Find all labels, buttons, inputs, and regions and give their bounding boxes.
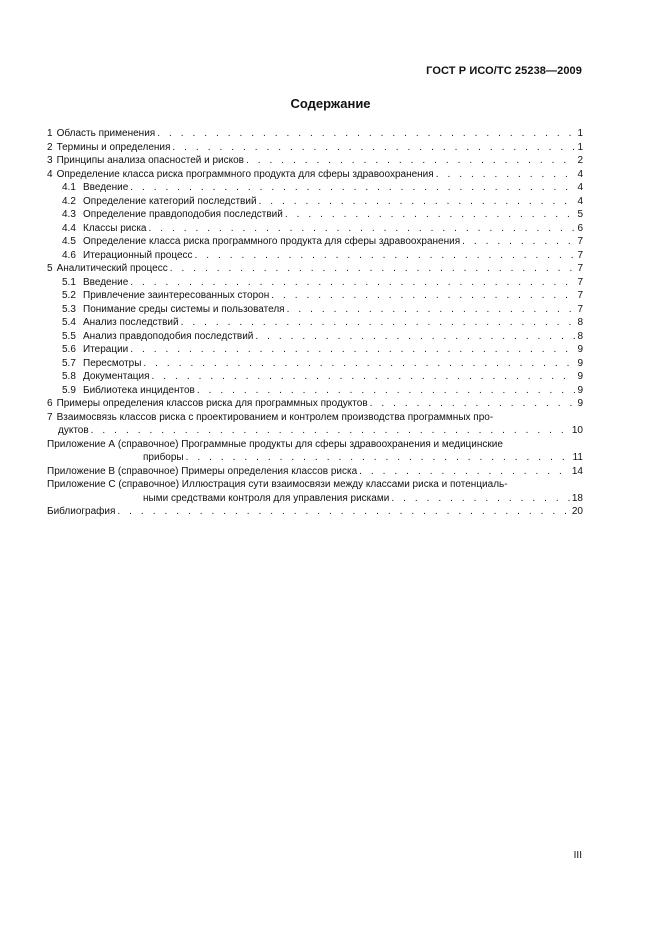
dot-leader (130, 181, 575, 195)
dot-leader (170, 262, 575, 276)
toc-entry-number: 4 (47, 168, 53, 180)
toc-subentry[interactable] (47, 303, 583, 317)
toc-entry-page: 7 (577, 236, 583, 247)
toc-entry-page: 4 (577, 182, 583, 193)
toc-entry-page: 1 (577, 128, 583, 139)
toc-subentry[interactable] (47, 235, 583, 249)
dot-leader (195, 249, 575, 263)
toc-entry-title: Область применения (56, 128, 156, 139)
toc-entry-number: 6 (47, 398, 53, 409)
dot-leader (157, 127, 575, 141)
toc-entry[interactable] (47, 262, 583, 276)
toc-entry-page: 9 (577, 384, 583, 396)
dot-leader (186, 451, 571, 465)
toc-entry-page: 11 (572, 452, 583, 463)
toc-entry-page: 9 (577, 344, 583, 355)
toc-entry-number: 4.2 (62, 195, 76, 207)
toc-entry-number: 2 (47, 141, 53, 153)
toc-entry-page: 9 (577, 398, 583, 409)
dot-leader (197, 384, 575, 398)
document-code: ГОСТ Р ИСО/ТС 25238—2009 (426, 65, 582, 77)
toc-subentry[interactable] (47, 343, 583, 357)
toc-entry-number: 5.3 (62, 303, 76, 315)
toc-subentry[interactable] (47, 370, 583, 384)
toc-entry-page: 9 (577, 357, 583, 369)
toc-entry[interactable] (47, 397, 583, 411)
toc-entry-page: 7 (577, 276, 583, 288)
toc-entry-title: Библиография (47, 506, 116, 517)
dot-leader (149, 222, 576, 236)
dot-leader (271, 289, 575, 303)
toc-entry-number: 4.4 (62, 222, 76, 234)
toc-entry-number: 5.4 (62, 317, 76, 328)
toc-entry-title-line1: Приложение С (справочное) Иллюстрация сути взаимосвязи между классами риска и потенциаль- (47, 479, 508, 490)
table-of-contents (47, 127, 583, 519)
toc-entry-page: 18 (571, 492, 583, 504)
toc-subentry[interactable] (47, 330, 583, 344)
toc-entry-page: 7 (577, 263, 583, 274)
toc-entry-page: 4 (577, 168, 583, 180)
toc-entry-number: 5.7 (62, 357, 76, 369)
toc-entry-page: 2 (577, 155, 583, 166)
toc-entry-number: 1 (47, 128, 53, 139)
toc-subentry[interactable] (47, 276, 583, 290)
toc-entry-title: Определение класса риска программного продукта для сферы здравоохранения (56, 168, 434, 180)
toc-entry-page: 5 (577, 209, 583, 220)
dot-leader (359, 465, 570, 479)
dot-leader (130, 276, 575, 290)
toc-appendix-entry[interactable] (47, 478, 583, 505)
toc-entry-title: Библиотека инцидентов (83, 384, 195, 396)
toc-entry-page: 20 (571, 506, 583, 517)
toc-entry-title: Анализ правдоподобия последствий (83, 330, 254, 342)
toc-entry-multiline[interactable] (47, 411, 583, 438)
toc-appendix-entry[interactable] (47, 465, 583, 479)
toc-entry-number: 4.3 (62, 209, 76, 220)
toc-entry-page: 6 (577, 222, 583, 234)
toc-entry-page: 8 (577, 317, 583, 328)
dot-leader (255, 330, 575, 344)
dot-leader (436, 168, 575, 182)
toc-entry-page: 7 (577, 249, 583, 261)
toc-entry-page: 10 (571, 425, 583, 436)
toc-subentry[interactable] (47, 181, 583, 195)
dot-leader (287, 303, 575, 317)
toc-entry-title: Приложение В (справочное) Примеры определения классов риска (47, 465, 358, 477)
toc-entry-title: Аналитический процесс (56, 263, 168, 274)
toc-entry-number: 5.1 (62, 276, 76, 288)
toc-entry-title-line1: Взаимосвязь классов риска с проектированием и контролем производства программных про- (56, 411, 494, 423)
toc-entry-number: 5 (47, 263, 53, 274)
toc-entry[interactable] (47, 168, 583, 182)
toc-entry-title: Введение (83, 182, 129, 193)
toc-entry-number: 5.8 (62, 371, 76, 382)
toc-entry-number: 7 (47, 411, 53, 423)
toc-entry-page: 7 (577, 290, 583, 301)
toc-subentry[interactable] (47, 195, 583, 209)
toc-entry-title-line1: Приложение А (справочное) Программные продукты для сферы здравоохранения и медицинские (47, 438, 503, 450)
toc-entry-title: Итерации (83, 344, 129, 355)
toc-subentry[interactable] (47, 208, 583, 222)
toc-entry-title-line2: приборы (143, 452, 184, 463)
dot-leader (285, 208, 575, 222)
dot-leader (117, 505, 569, 519)
toc-entry-page: 1 (577, 141, 583, 153)
dot-leader (181, 316, 575, 330)
toc-appendix-entry[interactable] (47, 438, 583, 465)
toc-entry-title-line2: ными средствами контроля для управления рисками (143, 492, 390, 504)
toc-entry-number: 3 (47, 155, 53, 166)
toc-entry-page: 7 (577, 303, 583, 315)
dot-leader (172, 141, 575, 155)
dot-leader (259, 195, 575, 209)
toc-subentry[interactable] (47, 357, 583, 371)
dot-leader (152, 370, 575, 384)
toc-entry-title: Определение класса риска программного продукта для сферы здравоохранения (83, 236, 461, 247)
toc-entry[interactable] (47, 141, 583, 155)
toc-entry-title-line2: дуктов (58, 425, 89, 436)
toc-entry-title: Итерационный процесс (83, 249, 193, 261)
toc-entry-page: 9 (577, 371, 583, 382)
toc-entry-page: 14 (571, 465, 583, 477)
dot-leader (391, 492, 570, 506)
toc-subentry[interactable] (47, 222, 583, 236)
dot-leader (130, 343, 575, 357)
toc-entry-title: Термины и определения (56, 141, 171, 153)
toc-entry-title: Классы риска (83, 222, 147, 234)
toc-entry-page: 8 (577, 330, 583, 342)
toc-entry-number: 4.5 (62, 236, 76, 247)
toc-entry-number: 5.5 (62, 330, 76, 342)
toc-entry-number: 4.6 (62, 249, 76, 261)
toc-entry-title: Примеры определения классов риска для программных продуктов (56, 398, 368, 409)
toc-entry-title: Анализ последствий (83, 317, 179, 328)
toc-entry-title: Пересмотры (83, 357, 142, 369)
toc-entry[interactable] (47, 154, 583, 168)
toc-bibliography-entry[interactable] (47, 505, 583, 519)
toc-entry-number: 5.9 (62, 384, 76, 396)
toc-entry-number: 5.2 (62, 290, 76, 301)
dot-leader (91, 424, 570, 438)
toc-entry-title: Понимание среды системы и пользователя (83, 303, 285, 315)
toc-entry-title: Принципы анализа опасностей и рисков (56, 155, 244, 166)
toc-entry-title: Введение (83, 276, 129, 288)
toc-subentry[interactable] (47, 384, 583, 398)
dot-leader (462, 235, 575, 249)
toc-entry-title: Определение категорий последствий (83, 195, 257, 207)
toc-subentry[interactable] (47, 249, 583, 263)
toc-subentry[interactable] (47, 316, 583, 330)
toc-entry[interactable] (47, 127, 583, 141)
toc-entry-number: 4.1 (62, 182, 76, 193)
toc-entry-page: 4 (577, 195, 583, 207)
dot-leader (143, 357, 575, 371)
toc-entry-number: 5.6 (62, 344, 76, 355)
page-title: Содержание (290, 96, 371, 111)
toc-entry-title: Документация (83, 371, 150, 382)
toc-entry-title: Привлечение заинтересованных сторон (83, 290, 270, 301)
dot-leader (370, 397, 575, 411)
page-number: III (573, 850, 582, 861)
toc-entry-title: Определение правдоподобия последствий (83, 209, 283, 220)
dot-leader (246, 154, 575, 168)
toc-subentry[interactable] (47, 289, 583, 303)
